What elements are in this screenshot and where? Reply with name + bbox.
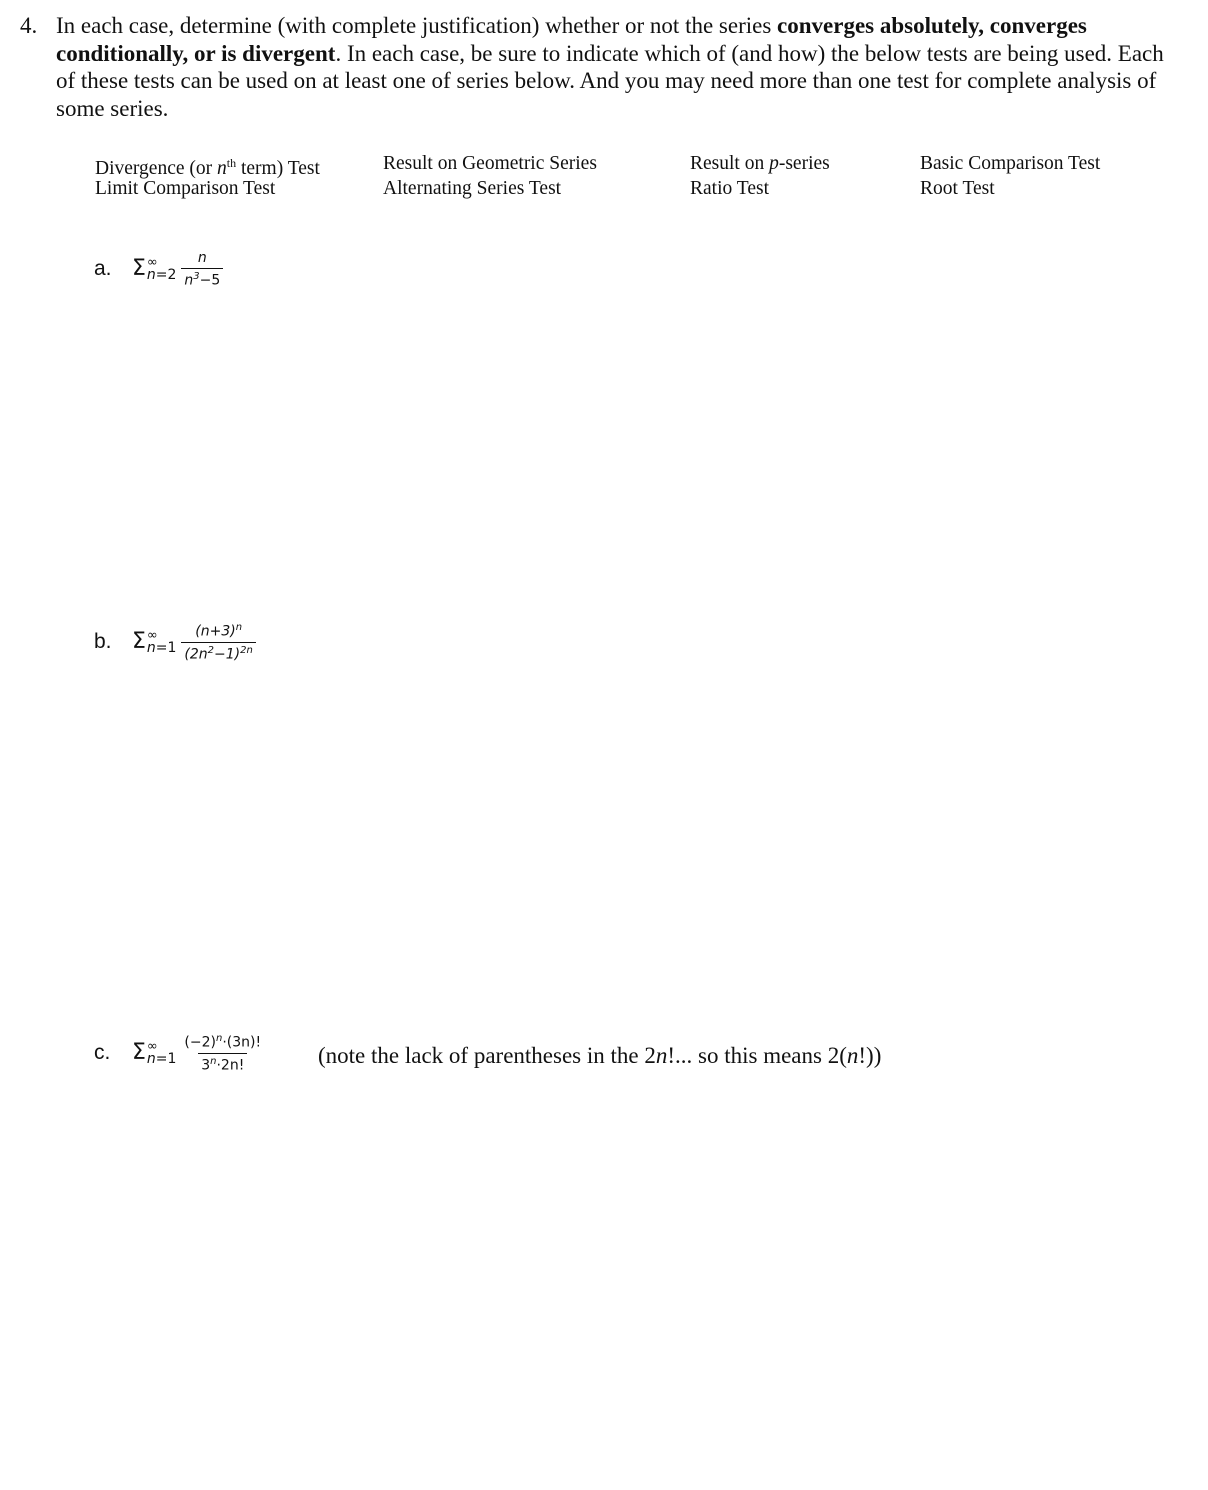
sigma-symbol: Σ — [132, 256, 146, 282]
series-term-fraction — [181, 622, 255, 662]
test-pseries-p: p — [769, 153, 779, 174]
lower-limit-value: =2 — [155, 267, 177, 284]
part-a — [94, 250, 223, 289]
fraction-numerator: n — [197, 250, 207, 266]
num-base: (n+3) — [195, 623, 236, 640]
lower-limit-value: =1 — [155, 640, 177, 657]
note-n-2: n — [846, 1043, 859, 1068]
num-exponent: n — [235, 622, 243, 633]
den-base: 3 — [201, 1057, 211, 1074]
upper-limit: ∞ — [146, 628, 158, 644]
lower-limit — [147, 1053, 177, 1066]
lower-limit — [147, 642, 177, 655]
test-divergence-post: term) Test — [236, 158, 320, 179]
test-basic-comparison: Basic Comparison Test — [920, 153, 1101, 174]
test-divergence-n: n — [217, 158, 227, 179]
lower-limit-value: =1 — [155, 1051, 177, 1068]
fraction-denominator — [181, 642, 255, 663]
series-term-fraction — [181, 250, 223, 289]
test-pseries-post: -series — [778, 153, 830, 174]
lower-limit — [147, 269, 177, 282]
lower-limit-var: n — [146, 1051, 156, 1068]
part-b-label: b. — [94, 630, 112, 654]
upper-limit: ∞ — [146, 255, 158, 271]
num-base: (−2) — [184, 1034, 216, 1051]
note-text-3: !)) — [858, 1043, 882, 1068]
note-text-2: !... so this means 2( — [667, 1043, 847, 1068]
den-base: (2n — [184, 646, 208, 663]
intro-bold-2: converges conditionally, or is divergent — [56, 13, 1087, 66]
test-limit-comparison: Limit Comparison Test — [95, 178, 276, 199]
problem-number: 4. — [20, 13, 38, 38]
sigma-symbol: Σ — [132, 1040, 146, 1066]
fraction-numerator — [181, 1033, 264, 1053]
den-exponent-2: 2n — [240, 644, 253, 656]
problem-instructions — [56, 12, 1186, 122]
den-exponent-1: 2 — [207, 644, 215, 656]
summation-limits — [147, 256, 177, 282]
test-root: Root Test — [920, 178, 995, 199]
test-ratio: Ratio Test — [690, 178, 769, 199]
test-geometric: Result on Geometric Series — [383, 153, 597, 174]
part-a-series — [132, 250, 223, 289]
den-rest: −5 — [199, 272, 221, 289]
note-text-1: (note the lack of parentheses in the 2 — [318, 1043, 656, 1068]
den-exponent: n — [210, 1055, 217, 1067]
part-b-series — [132, 622, 256, 662]
fraction-numerator — [192, 622, 245, 642]
series-term-fraction — [181, 1033, 264, 1073]
den-mid: −1) — [214, 646, 241, 663]
intro-bold-1: converges absolutely, — [777, 13, 985, 38]
part-c — [94, 1033, 264, 1073]
lower-limit-var: n — [146, 267, 156, 284]
summation-limits — [147, 1040, 177, 1066]
part-c-note — [318, 1043, 881, 1069]
part-a-label: a. — [94, 257, 112, 281]
fraction-denominator — [181, 268, 223, 289]
part-c-label: c. — [94, 1041, 111, 1065]
summation-limits — [147, 629, 177, 655]
test-divergence-sup: th — [226, 156, 237, 170]
intro-text-1: In each case, determine (with complete justification) whether or not the series — [56, 13, 778, 38]
test-divergence-pre: Divergence (or — [95, 158, 217, 179]
note-n-1: n — [655, 1043, 668, 1068]
den-base: n — [184, 272, 194, 289]
upper-limit: ∞ — [146, 1039, 158, 1055]
part-b — [94, 622, 256, 662]
num-exponent: n — [215, 1033, 223, 1044]
intro-text-2: . In each case, be sure to indicate which of (and how) the below tests are being used. Each of these tests can be used on at least one of series below. And you may need more than one test for complete analysis of some series. — [56, 40, 1164, 121]
den-rest: ·2n! — [216, 1057, 245, 1074]
fraction-denominator — [198, 1053, 247, 1074]
den-exponent: 3 — [193, 271, 200, 282]
test-alternating: Alternating Series Test — [383, 178, 562, 199]
lower-limit-var: n — [146, 640, 156, 657]
test-pseries — [690, 151, 830, 176]
part-c-series — [132, 1033, 264, 1073]
sigma-symbol: Σ — [132, 629, 146, 655]
test-pseries-pre: Result on — [690, 153, 770, 174]
num-rest: ·(3n)! — [222, 1034, 262, 1051]
